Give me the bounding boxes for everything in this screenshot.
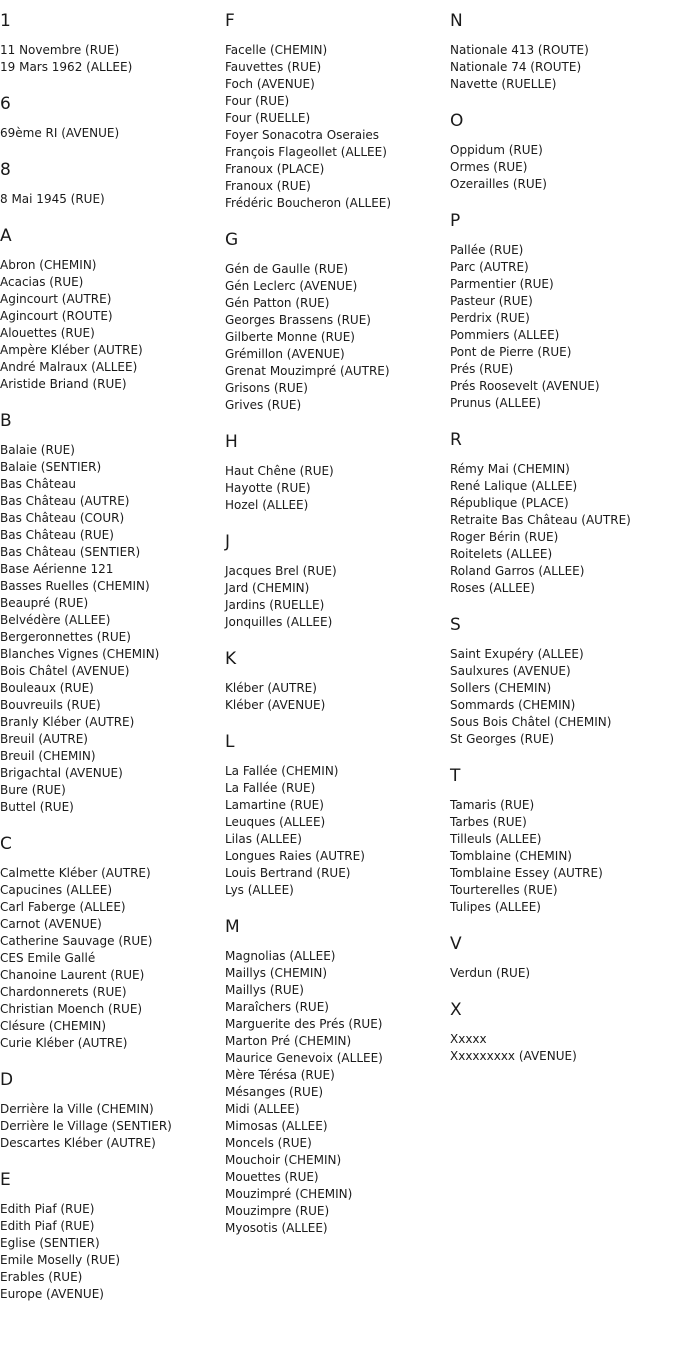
street-link[interactable]: Balaie (SENTIER) xyxy=(0,460,102,474)
street-link[interactable]: Chardonnerets (RUE) xyxy=(0,985,127,999)
street-link[interactable]: Prés (RUE) xyxy=(450,362,514,376)
street-link[interactable]: Bouleaux (RUE) xyxy=(0,681,94,695)
street-link[interactable]: République (PLACE) xyxy=(450,496,569,510)
letter-heading: K xyxy=(225,649,237,669)
index-column-3 xyxy=(450,10,675,1082)
letter-section-m xyxy=(225,916,450,1237)
street-link[interactable]: Jacques Brel (RUE) xyxy=(225,564,337,578)
street-link[interactable]: La Fallée (CHEMIN) xyxy=(225,764,339,778)
street-link[interactable]: Buttel (RUE) xyxy=(0,800,74,814)
index-column-2 xyxy=(225,10,450,1254)
street-link[interactable]: Pasteur (RUE) xyxy=(450,294,533,308)
street-link[interactable]: Breuil (CHEMIN) xyxy=(0,749,96,763)
street-link[interactable]: Descartes Kléber (AUTRE) xyxy=(0,1136,156,1150)
street-link[interactable]: Ampère Kléber (AUTRE) xyxy=(0,343,143,357)
letter-section-l xyxy=(225,731,450,899)
street-link[interactable]: Calmette Kléber (AUTRE) xyxy=(0,866,151,880)
letter-heading: V xyxy=(450,934,462,954)
street-link[interactable]: Curie Kléber (AUTRE) xyxy=(0,1036,128,1050)
street-link[interactable]: Clésure (CHEMIN) xyxy=(0,1019,107,1033)
street-link[interactable]: Ormes (RUE) xyxy=(450,160,528,174)
letter-section-g xyxy=(225,229,450,414)
street-link[interactable]: Gilberte Monne (RUE) xyxy=(225,330,355,344)
street-link[interactable]: Marton Pré (CHEMIN) xyxy=(225,1034,352,1048)
letter-section-b xyxy=(0,410,225,816)
letter-heading: L xyxy=(225,732,235,752)
street-link[interactable]: Bergeronnettes (RUE) xyxy=(0,630,131,644)
street-link[interactable]: Christian Moench (RUE) xyxy=(0,1002,143,1016)
street-link[interactable]: Prunus (ALLEE) xyxy=(450,396,541,410)
street-link[interactable]: Maurice Genevoix (ALLEE) xyxy=(225,1051,383,1065)
street-link[interactable]: Carl Faberge (ALLEE) xyxy=(0,900,126,914)
street-link[interactable]: Capucines (ALLEE) xyxy=(0,883,113,897)
street-link[interactable]: Franoux (RUE) xyxy=(225,179,311,193)
street-link[interactable]: Ozerailles (RUE) xyxy=(450,177,547,191)
street-link[interactable]: Xxxxxxxxx (AVENUE) xyxy=(450,1049,577,1063)
letter-section-6 xyxy=(0,93,225,142)
street-link[interactable]: Belvédère (ALLEE) xyxy=(0,613,111,627)
street-link[interactable]: Basses Ruelles (CHEMIN) xyxy=(0,579,150,593)
letter-heading: 1 xyxy=(0,11,11,31)
street-link[interactable]: Xxxxx xyxy=(450,1032,487,1046)
street-link[interactable]: Roger Bérin (RUE) xyxy=(450,530,559,544)
street-link[interactable]: Kléber (AUTRE) xyxy=(225,681,317,695)
letter-section-1 xyxy=(0,10,225,76)
street-link[interactable]: Gén Patton (RUE) xyxy=(225,296,330,310)
street-link[interactable]: Marguerite des Prés (RUE) xyxy=(225,1017,383,1031)
street-link[interactable]: 11 Novembre (RUE) xyxy=(0,43,120,57)
letter-section-x xyxy=(450,999,675,1065)
street-link[interactable]: Tilleuls (ALLEE) xyxy=(450,832,542,846)
street-link[interactable]: Foch (AVENUE) xyxy=(225,77,315,91)
street-link[interactable]: CES Emile Gallé xyxy=(0,951,96,965)
letter-section-o xyxy=(450,110,675,193)
letter-heading: D xyxy=(0,1070,14,1090)
street-link[interactable]: Haut Chêne (RUE) xyxy=(225,464,334,478)
street-link[interactable]: Moncels (RUE) xyxy=(225,1136,312,1150)
letter-heading: T xyxy=(450,766,461,786)
letter-heading: 6 xyxy=(0,94,11,114)
street-link[interactable]: Kléber (AVENUE) xyxy=(225,698,326,712)
street-link[interactable]: Lys (ALLEE) xyxy=(225,883,294,897)
street-link[interactable]: La Fallée (RUE) xyxy=(225,781,316,795)
letter-section-t xyxy=(450,765,675,916)
street-link[interactable]: Four (RUELLE) xyxy=(225,111,311,125)
street-link[interactable]: Saulxures (AVENUE) xyxy=(450,664,571,678)
street-link[interactable]: Jonquilles (ALLEE) xyxy=(225,615,333,629)
letter-heading: B xyxy=(0,411,12,431)
street-link[interactable]: Bure (RUE) xyxy=(0,783,66,797)
letter-section-r xyxy=(450,429,675,597)
letter-section-s xyxy=(450,614,675,748)
street-link[interactable]: Erables (RUE) xyxy=(0,1270,83,1284)
street-link[interactable]: Mésanges (RUE) xyxy=(225,1085,324,1099)
street-link[interactable]: Mouettes (RUE) xyxy=(225,1170,319,1184)
street-link[interactable]: Emile Moselly (RUE) xyxy=(0,1253,121,1267)
letter-section-k xyxy=(225,648,450,714)
street-link[interactable]: Roses (ALLEE) xyxy=(450,581,535,595)
street-link[interactable]: Prés Roosevelt (AVENUE) xyxy=(450,379,600,393)
letter-heading: S xyxy=(450,615,461,635)
street-link[interactable]: Beaupré (RUE) xyxy=(0,596,89,610)
letter-heading: J xyxy=(225,532,231,552)
street-link[interactable]: Midi (ALLEE) xyxy=(225,1102,300,1116)
letter-section-h xyxy=(225,431,450,514)
street-link[interactable]: Base Aérienne 121 xyxy=(0,562,114,576)
letter-section-a xyxy=(0,225,225,393)
street-link[interactable]: Eglise (SENTIER) xyxy=(0,1236,100,1250)
street-link[interactable]: Mouzimpre (RUE) xyxy=(225,1204,330,1218)
street-link[interactable]: Lamartine (RUE) xyxy=(225,798,324,812)
street-link[interactable]: Tarbes (RUE) xyxy=(450,815,527,829)
street-link[interactable]: Tomblaine Essey (AUTRE) xyxy=(450,866,603,880)
street-link[interactable]: Four (RUE) xyxy=(225,94,290,108)
street-link[interactable]: Mimosas (ALLEE) xyxy=(225,1119,328,1133)
street-link[interactable]: Facelle (CHEMIN) xyxy=(225,43,328,57)
street-link[interactable]: Gén Leclerc (AVENUE) xyxy=(225,279,358,293)
street-link[interactable]: Acacias (RUE) xyxy=(0,275,84,289)
street-link[interactable]: Pont de Pierre (RUE) xyxy=(450,345,572,359)
street-link[interactable]: Tourterelles (RUE) xyxy=(450,883,558,897)
street-link[interactable]: Tamaris (RUE) xyxy=(450,798,535,812)
street-link[interactable]: Hayotte (RUE) xyxy=(225,481,311,495)
street-link[interactable]: François Flageollet (ALLEE) xyxy=(225,145,387,159)
street-link[interactable]: Parmentier (RUE) xyxy=(450,277,554,291)
letter-section-n xyxy=(450,10,675,93)
street-link[interactable]: Grives (RUE) xyxy=(225,398,302,412)
street-link[interactable]: Sollers (CHEMIN) xyxy=(450,681,552,695)
street-link[interactable]: Bois Châtel (AVENUE) xyxy=(0,664,130,678)
street-link[interactable]: St Georges (RUE) xyxy=(450,732,555,746)
letter-section-j xyxy=(225,531,450,631)
street-link[interactable]: Bas Château xyxy=(0,477,77,491)
street-link[interactable]: Agincourt (AUTRE) xyxy=(0,292,112,306)
street-link[interactable]: Alouettes (RUE) xyxy=(0,326,95,340)
street-link[interactable]: Hozel (ALLEE) xyxy=(225,498,309,512)
street-link[interactable]: Tomblaine (CHEMIN) xyxy=(450,849,572,863)
street-link[interactable]: Lilas (ALLEE) xyxy=(225,832,302,846)
street-link[interactable]: Sous Bois Châtel (CHEMIN) xyxy=(450,715,612,729)
street-link[interactable]: Chanoine Laurent (RUE) xyxy=(0,968,145,982)
letter-heading: A xyxy=(0,226,12,246)
street-link[interactable]: 19 Mars 1962 (ALLEE) xyxy=(0,60,133,74)
street-link[interactable]: Maillys (CHEMIN) xyxy=(225,966,328,980)
street-link[interactable]: Parc (AUTRE) xyxy=(450,260,529,274)
street-link[interactable]: Franoux (PLACE) xyxy=(225,162,325,176)
letter-section-v xyxy=(450,933,675,982)
street-link[interactable]: Aristide Briand (RUE) xyxy=(0,377,127,391)
street-link[interactable]: Nationale 413 (ROUTE) xyxy=(450,43,589,57)
street-link[interactable]: René Lalique (ALLEE) xyxy=(450,479,578,493)
street-link[interactable]: Myosotis (ALLEE) xyxy=(225,1221,328,1235)
letter-heading: C xyxy=(0,834,12,854)
street-link[interactable]: Georges Brassens (RUE) xyxy=(225,313,371,327)
street-link[interactable]: Grémillon (AVENUE) xyxy=(225,347,345,361)
street-link[interactable]: Edith Piaf (RUE) xyxy=(0,1219,95,1233)
street-link[interactable]: Brigachtal (AVENUE) xyxy=(0,766,123,780)
street-link[interactable]: Agincourt (ROUTE) xyxy=(0,309,113,323)
letter-heading: N xyxy=(450,11,463,31)
street-link[interactable]: 69ème RI (AVENUE) xyxy=(0,126,120,140)
street-link[interactable]: Abron (CHEMIN) xyxy=(0,258,97,272)
letter-section-8 xyxy=(0,159,225,208)
street-link[interactable]: Maillys (RUE) xyxy=(225,983,304,997)
street-link[interactable]: Nationale 74 (ROUTE) xyxy=(450,60,582,74)
street-link[interactable]: Foyer Sonacotra Oseraies xyxy=(225,128,380,142)
letter-heading: R xyxy=(450,430,462,450)
street-link[interactable]: Derrière la Ville (CHEMIN) xyxy=(0,1102,154,1116)
street-link[interactable]: Mouzimpré (CHEMIN) xyxy=(225,1187,353,1201)
street-link[interactable]: Oppidum (RUE) xyxy=(450,143,543,157)
letter-heading: P xyxy=(450,211,461,231)
street-link[interactable]: Carnot (AVENUE) xyxy=(0,917,102,931)
street-link[interactable]: Balaie (RUE) xyxy=(0,443,75,457)
street-link[interactable]: 8 Mai 1945 (RUE) xyxy=(0,192,105,206)
street-link[interactable]: Bas Château (AUTRE) xyxy=(0,494,130,508)
street-link[interactable]: Tulipes (ALLEE) xyxy=(450,900,541,914)
letter-section-c xyxy=(0,833,225,1052)
street-link[interactable]: Catherine Sauvage (RUE) xyxy=(0,934,153,948)
street-link[interactable]: Louis Bertrand (RUE) xyxy=(225,866,351,880)
street-link[interactable]: Perdrix (RUE) xyxy=(450,311,530,325)
street-link[interactable]: Grenat Mouzimpré (AUTRE) xyxy=(225,364,390,378)
street-link[interactable]: Mouchoir (CHEMIN) xyxy=(225,1153,342,1167)
letter-heading: O xyxy=(450,111,464,131)
street-link[interactable]: Longues Raies (AUTRE) xyxy=(225,849,365,863)
letter-heading: M xyxy=(225,917,240,937)
letter-section-p xyxy=(450,210,675,412)
street-link[interactable]: Jardins (RUELLE) xyxy=(225,598,325,612)
street-link[interactable]: Edith Piaf (RUE) xyxy=(0,1202,95,1216)
street-link[interactable]: Roland Garros (ALLEE) xyxy=(450,564,585,578)
street-link[interactable]: Pommiers (ALLEE) xyxy=(450,328,560,342)
index-column-1 xyxy=(0,10,225,1320)
street-link[interactable]: André Malraux (ALLEE) xyxy=(0,360,138,374)
street-link[interactable]: Derrière le Village (SENTIER) xyxy=(0,1119,172,1133)
letter-heading: F xyxy=(225,11,235,31)
street-link[interactable]: Jard (CHEMIN) xyxy=(225,581,310,595)
street-link[interactable]: Frédéric Boucheron (ALLEE) xyxy=(225,196,392,210)
street-link[interactable]: Roitelets (ALLEE) xyxy=(450,547,553,561)
street-link[interactable]: Rémy Mai (CHEMIN) xyxy=(450,462,570,476)
street-link[interactable]: Bas Château (SENTIER) xyxy=(0,545,141,559)
street-link[interactable]: Sommards (CHEMIN) xyxy=(450,698,576,712)
letter-section-f xyxy=(225,10,450,212)
street-link[interactable]: Magnolias (ALLEE) xyxy=(225,949,336,963)
street-link[interactable]: Europe (AVENUE) xyxy=(0,1287,104,1301)
street-link[interactable]: Fauvettes (RUE) xyxy=(225,60,322,74)
letter-heading: 8 xyxy=(0,160,11,180)
street-link[interactable]: Leuques (ALLEE) xyxy=(225,815,326,829)
street-link[interactable]: Breuil (AUTRE) xyxy=(0,732,88,746)
letter-section-d xyxy=(0,1069,225,1152)
letter-heading: E xyxy=(0,1170,11,1190)
street-link[interactable]: Retraite Bas Château (AUTRE) xyxy=(450,513,631,527)
letter-heading: X xyxy=(450,1000,462,1020)
street-link[interactable]: Bas Château (RUE) xyxy=(0,528,114,542)
street-link[interactable]: Mère Térésa (RUE) xyxy=(225,1068,335,1082)
street-link[interactable]: Maraîchers (RUE) xyxy=(225,1000,329,1014)
street-link[interactable]: Navette (RUELLE) xyxy=(450,77,557,91)
letter-section-e xyxy=(0,1169,225,1303)
letter-heading: H xyxy=(225,432,238,452)
street-link[interactable]: Verdun (RUE) xyxy=(450,966,531,980)
street-link[interactable]: Blanches Vignes (CHEMIN) xyxy=(0,647,160,661)
street-link[interactable]: Branly Kléber (AUTRE) xyxy=(0,715,135,729)
street-link[interactable]: Pallée (RUE) xyxy=(450,243,524,257)
street-link[interactable]: Bas Château (COUR) xyxy=(0,511,125,525)
street-link[interactable]: Bouvreuils (RUE) xyxy=(0,698,101,712)
letter-heading: G xyxy=(225,230,239,250)
street-link[interactable]: Grisons (RUE) xyxy=(225,381,308,395)
street-link[interactable]: Gén de Gaulle (RUE) xyxy=(225,262,349,276)
street-link[interactable]: Saint Exupéry (ALLEE) xyxy=(450,647,584,661)
